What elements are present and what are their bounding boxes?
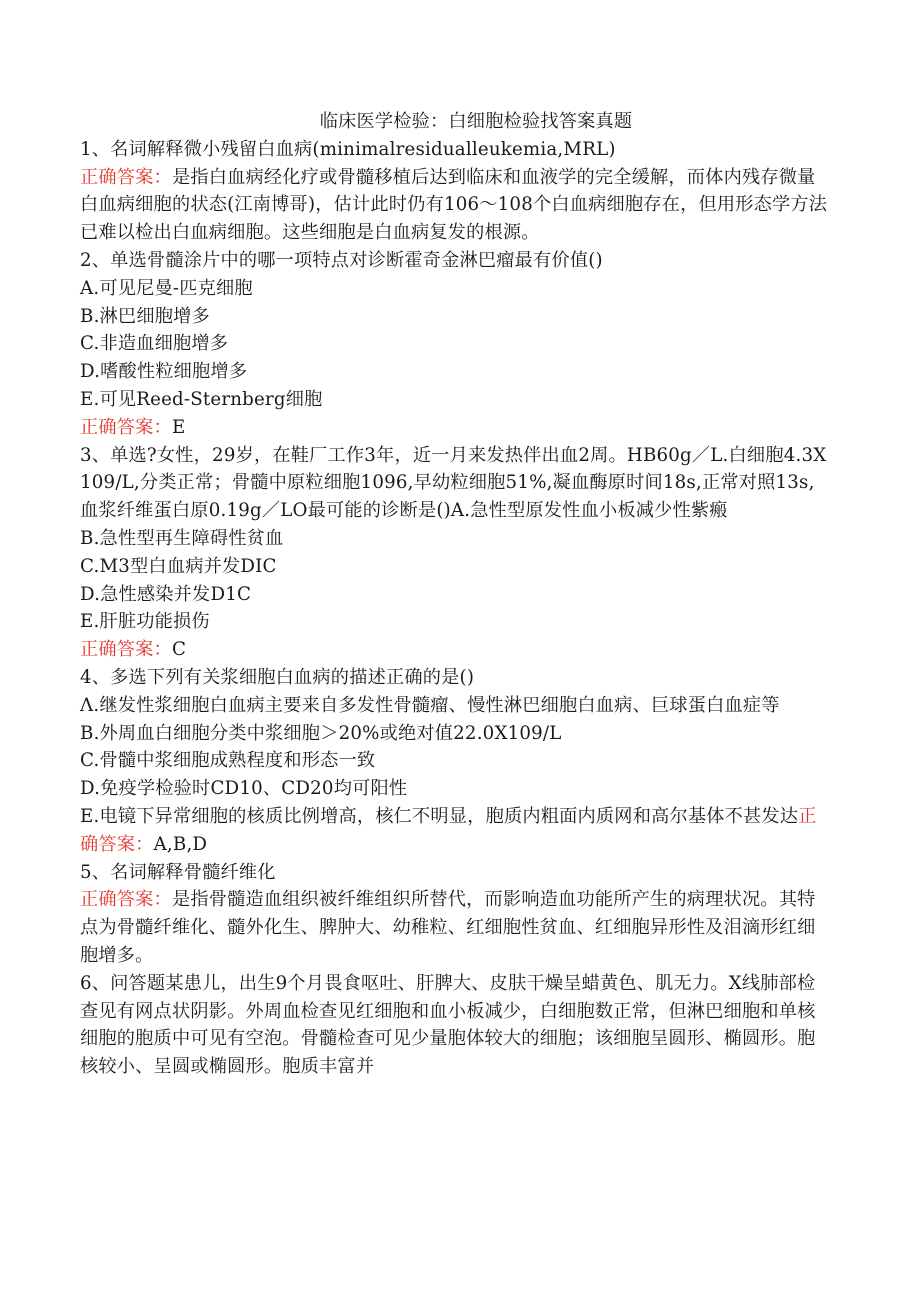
- question-2-option-b: B.淋巴细胞增多: [80, 305, 210, 327]
- answer-label: 正确答案：: [80, 639, 172, 661]
- question-3-option-d: D.急性感染并发D1C: [80, 583, 252, 605]
- question-4-option-d: D.免疫学检验时CD10、CD20均可阳性: [80, 778, 408, 800]
- question-4-option-c: C.骨髓中浆细胞成熟程度和形态一致: [80, 750, 376, 772]
- question-4-option-b: B.外周血白细胞分类中浆细胞＞20%或绝对值22.0X109/L: [80, 722, 562, 744]
- question-4-option-e-text: E.电镜下异常细胞的核质比例增高，核仁不明显，胞质内粗面内质网和高尔基体不甚发达: [80, 805, 799, 827]
- question-4-stem: 4、多选下列有关浆细胞白血病的描述正确的是(): [80, 666, 475, 688]
- question-1-answer: [80, 164, 832, 247]
- question-6-stem: 6、问答题某患儿，出生9个月畏食呕吐、肝脾大、皮肤干燥呈蜡黄色、肌无力。X线肺部检查见有网点状阴影。外周血检查见红细胞和血小板减少，白细胞数正常，但淋巴细胞和单核细胞的胞质中可见有空泡。骨髓检查可见少量胞体较大的细胞；该细胞呈圆形、椭圆形。胞核较小、呈圆或椭圆形。胞质丰富并: [80, 972, 816, 1078]
- question-2-option-d: D.嗜酸性粒细胞增多: [80, 361, 248, 383]
- question-4-option-e: [80, 803, 832, 859]
- question-3-answer-text: C: [171, 639, 187, 661]
- question-2-stem: 2、单选骨髓涂片中的哪一项特点对诊断霍奇金淋巴瘤最有价值(): [80, 249, 603, 271]
- question-3-answer: [80, 636, 832, 664]
- question-3-stem: 3、单选?女性，29岁，在鞋厂工作3年，近一月来发热伴出血2周。HB60g／L.白细胞4.3X109/L,分类正常；骨髓中原粒细胞1096,早幼粒细胞51%,凝血酶原时间18s,正常对照13s,血浆纤维蛋白原0.19g／LO最可能的诊断是()A.急性型原发性血小板减少性紫瘢: [80, 444, 827, 522]
- answer-label: 正确答案：: [80, 416, 172, 438]
- answer-label: 正确答案：: [80, 805, 817, 855]
- document-page: [80, 108, 832, 1081]
- question-2-option-c: C.非造血细胞增多: [80, 333, 229, 355]
- question-1-answer-text: 是指白血病经化疗或骨髓移植后达到临床和血液学的完全缓解，而体内残存微量白血病细胞的状态(江南博哥)，估计此时仍有106～108个白血病细胞存在，但用形态学方法已难以检出白血病细胞。这些细胞是白血病复发的根源。: [80, 166, 828, 244]
- question-2-option-e: E.可见Reed-Sternberg细胞: [80, 388, 323, 410]
- question-5-answer: [80, 886, 832, 969]
- question-2-option-a: A.可见尼曼-匹克细胞: [80, 277, 253, 299]
- question-2-answer: [80, 414, 832, 442]
- question-4-answer-text: A,B,D: [153, 833, 208, 855]
- question-3-option-b: B.急性型再生障碍性贫血: [80, 527, 284, 549]
- page-title: 临床医学检验：白细胞检验找答案真题: [319, 111, 633, 132]
- question-3-option-e: E.肝脏功能损伤: [80, 611, 210, 633]
- question-3-option-c: C.M3型白血病并发DIC: [80, 555, 277, 577]
- answer-label: 正确答案：: [80, 166, 172, 188]
- question-5-answer-text: 是指骨髓造血组织被纤维组织所替代，而影响造血功能所产生的病理状况。其特点为骨髓纤维化、髓外化生、脾肿大、幼稚粒、红细胞性贫血、红细胞异形性及泪滴形红细胞增多。: [80, 889, 816, 966]
- question-5-stem: 5、名词解释骨髓纤维化: [80, 861, 276, 883]
- question-1-stem: 1、名词解释微小残留白血病(minimalresidualleukemia,MRL): [80, 138, 616, 160]
- answer-label: 正确答案：: [80, 889, 172, 911]
- question-4-option-a: Λ.继发性浆细胞白血病主要来自多发性骨髓瘤、慢性淋巴细胞白血病、巨球蛋白血症等: [80, 694, 780, 716]
- question-2-answer-text: E: [171, 416, 186, 438]
